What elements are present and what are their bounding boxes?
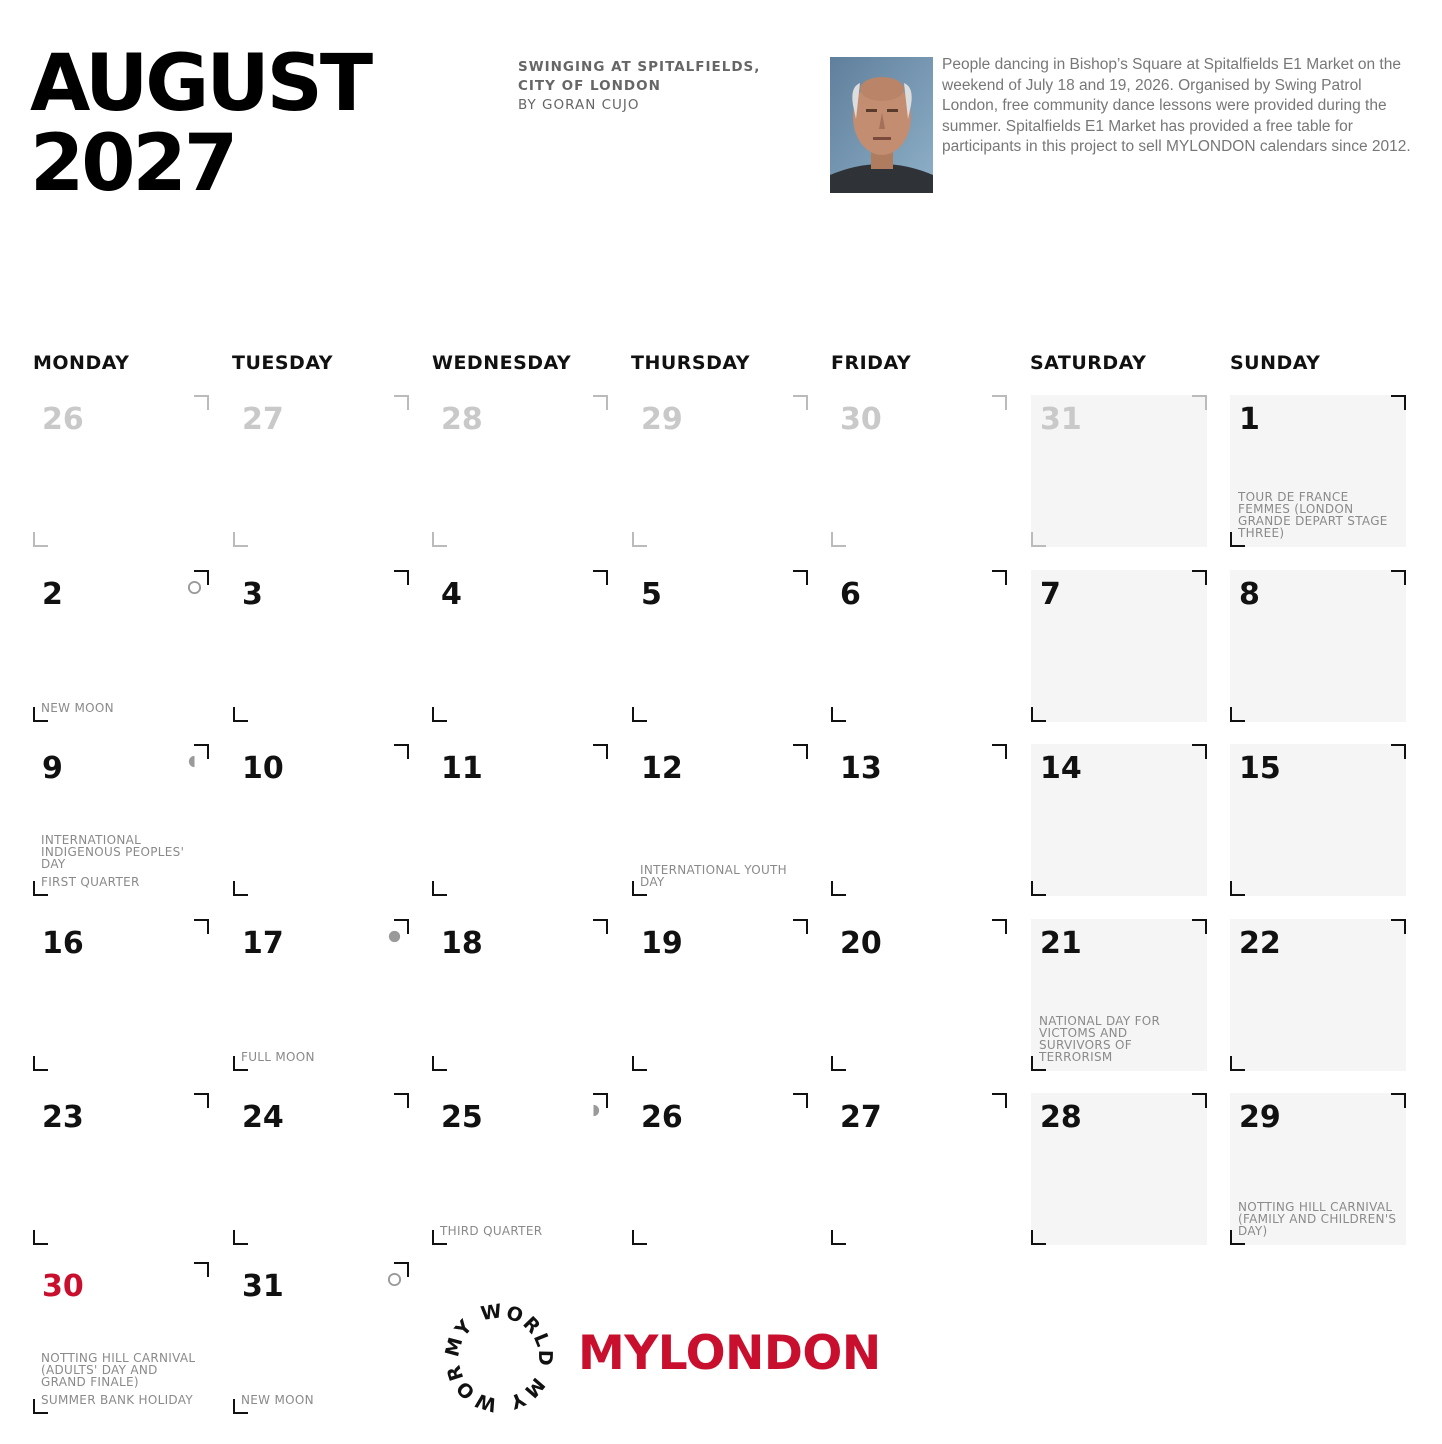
- day-number: 4: [441, 577, 462, 612]
- corner-mark-bottom-left: [33, 1230, 48, 1245]
- photo-caption: [518, 58, 760, 115]
- event-label: INTERNATIONAL YOUTH DAY: [640, 863, 787, 889]
- calendar-day-cell[interactable]: [1230, 1093, 1406, 1245]
- event-label: NEW MOON: [41, 701, 114, 715]
- event-label: NEW MOON: [241, 1393, 314, 1407]
- event-list: [41, 1352, 205, 1406]
- corner-mark-top-right: [793, 919, 808, 934]
- corner-mark-bottom-left: [1031, 1230, 1046, 1245]
- corner-mark-bottom-left: [1230, 707, 1245, 722]
- event-list: [440, 1225, 604, 1237]
- day-number: 30: [42, 1269, 84, 1304]
- corner-mark-bottom-left: [33, 1056, 48, 1071]
- month-title: AUGUST: [30, 39, 371, 129]
- corner-mark-bottom-left: [831, 707, 846, 722]
- corner-mark-bottom-left: [632, 532, 647, 547]
- corner-mark-top-right: [394, 1093, 409, 1108]
- first-quarter-moon-icon: [187, 754, 202, 769]
- weekday-friday: FRIDAY: [831, 352, 912, 374]
- badge-text: Y WORLD MY WOR: [444, 1303, 554, 1413]
- day-number: 27: [242, 402, 284, 437]
- weekday-tuesday: TUESDAY: [232, 352, 333, 374]
- day-number: 10: [242, 751, 284, 786]
- day-number: 20: [840, 926, 882, 961]
- corner-mark-top-right: [593, 919, 608, 934]
- corner-mark-top-right: [793, 395, 808, 410]
- corner-mark-bottom-left: [1230, 881, 1245, 896]
- event-label: FULL MOON: [241, 1050, 315, 1064]
- day-number: 15: [1239, 751, 1281, 786]
- calendar-day-cell[interactable]: [1230, 570, 1406, 722]
- corner-mark-top-right: [1391, 1093, 1406, 1108]
- corner-mark-bottom-left: [1031, 532, 1046, 547]
- corner-mark-bottom-left: [1031, 881, 1046, 896]
- day-number: 21: [1040, 926, 1082, 961]
- day-number: 25: [441, 1100, 483, 1135]
- corner-mark-top-right: [793, 1093, 808, 1108]
- day-number: 22: [1239, 926, 1281, 961]
- day-number: 26: [42, 402, 84, 437]
- my-world-badge-logo: [444, 1303, 554, 1413]
- corner-mark-top-right: [394, 395, 409, 410]
- calendar-day-cell[interactable]: [233, 919, 409, 1071]
- corner-mark-top-right: [1192, 570, 1207, 585]
- calendar-day-cell[interactable]: [1031, 1093, 1207, 1245]
- calendar-day-cell[interactable]: [632, 919, 808, 1071]
- corner-mark-bottom-left: [632, 1056, 647, 1071]
- corner-mark-top-right: [194, 1093, 209, 1108]
- calendar-day-cell[interactable]: [632, 1093, 808, 1245]
- calendar-day-cell[interactable]: [432, 1093, 608, 1245]
- day-number: 8: [1239, 577, 1260, 612]
- event-label: NOTTING HILL CARNIVAL (FAMILY AND CHILDREN'S DAY): [1238, 1200, 1397, 1238]
- calendar-day-cell[interactable]: [831, 570, 1007, 722]
- event-label: TOUR DE FRANCE FEMMES (LONDON GRANDE DEPART STAGE THREE): [1238, 490, 1388, 540]
- day-number: 26: [641, 1100, 683, 1135]
- day-number: 23: [42, 1100, 84, 1135]
- calendar-day-cell[interactable]: [632, 744, 808, 896]
- day-number: 14: [1040, 751, 1082, 786]
- day-number: 24: [242, 1100, 284, 1135]
- day-number: 11: [441, 751, 483, 786]
- calendar-day-cell[interactable]: [632, 395, 808, 547]
- calendar-day-cell[interactable]: [432, 395, 608, 547]
- corner-mark-top-right: [992, 744, 1007, 759]
- corner-mark-top-right: [194, 1262, 209, 1277]
- corner-mark-top-right: [593, 744, 608, 759]
- weekday-saturday: SATURDAY: [1030, 352, 1147, 374]
- corner-mark-top-right: [992, 919, 1007, 934]
- corner-mark-bottom-left: [432, 1056, 447, 1071]
- day-number: 29: [1239, 1100, 1281, 1135]
- corner-mark-bottom-left: [1230, 1056, 1245, 1071]
- photographer-portrait: [830, 57, 933, 193]
- event-list: [41, 834, 205, 888]
- corner-mark-bottom-left: [432, 707, 447, 722]
- photo-description: People dancing in Bishop’s Square at Spitalfields E1 Market on the weekend of July 18 and 19, 2026. Organised by Swing Patrol London, free community dance lessons were provided during the summer. Spitalfields E1 Market has provided a free table for participants in this project to sell MYLONDON calendars since 2012.: [942, 56, 1411, 155]
- corner-mark-top-right: [793, 570, 808, 585]
- corner-mark-bottom-left: [432, 881, 447, 896]
- corner-mark-bottom-left: [233, 707, 248, 722]
- calendar-day-cell[interactable]: [233, 1262, 409, 1414]
- corner-mark-top-right: [992, 1093, 1007, 1108]
- corner-mark-top-right: [1192, 919, 1207, 934]
- event-list: [41, 702, 205, 714]
- new-moon-icon: [387, 1272, 402, 1287]
- caption-location: CITY OF LONDON: [518, 78, 661, 94]
- calendar-day-cell[interactable]: [33, 1093, 209, 1245]
- day-number: 6: [840, 577, 861, 612]
- calendar-day-cell[interactable]: [1031, 570, 1207, 722]
- calendar-day-cell[interactable]: [831, 1093, 1007, 1245]
- corner-mark-bottom-left: [831, 532, 846, 547]
- corner-mark-bottom-left: [233, 532, 248, 547]
- event-label: THIRD QUARTER: [440, 1224, 543, 1238]
- day-number: 12: [641, 751, 683, 786]
- calendar-day-cell[interactable]: [1031, 919, 1207, 1071]
- event-label: FIRST QUARTER: [41, 875, 140, 889]
- event-list: [241, 1394, 405, 1406]
- corner-mark-bottom-left: [1031, 707, 1046, 722]
- day-number: 16: [42, 926, 84, 961]
- day-number: 5: [641, 577, 662, 612]
- corner-mark-top-right: [593, 395, 608, 410]
- day-number: 28: [1040, 1100, 1082, 1135]
- day-number: 17: [242, 926, 284, 961]
- corner-mark-bottom-left: [831, 1230, 846, 1245]
- day-number: 13: [840, 751, 882, 786]
- svg-text:MY WORLD MY WORLD: [444, 1303, 554, 1413]
- day-number: 29: [641, 402, 683, 437]
- corner-mark-bottom-left: [33, 532, 48, 547]
- event-list: [1039, 1015, 1203, 1063]
- corner-mark-top-right: [194, 919, 209, 934]
- corner-mark-top-right: [1391, 570, 1406, 585]
- calendar-day-cell[interactable]: [33, 919, 209, 1071]
- calendar-day-cell[interactable]: [1230, 395, 1406, 547]
- corner-mark-bottom-left: [233, 881, 248, 896]
- event-list: [1238, 491, 1402, 539]
- calendar-day-cell[interactable]: [233, 744, 409, 896]
- day-number: 7: [1040, 577, 1061, 612]
- corner-mark-bottom-left: [233, 1230, 248, 1245]
- calendar-day-cell[interactable]: [1230, 919, 1406, 1071]
- third-quarter-moon-icon: [586, 1103, 601, 1118]
- month-year-title: [30, 39, 371, 209]
- corner-mark-top-right: [1391, 744, 1406, 759]
- corner-mark-top-right: [1192, 1093, 1207, 1108]
- caption-credit: BY GORAN CUJO: [518, 97, 640, 113]
- corner-mark-top-right: [1192, 744, 1207, 759]
- calendar-day-cell[interactable]: [831, 395, 1007, 547]
- calendar-day-cell[interactable]: [831, 744, 1007, 896]
- day-number: 19: [641, 926, 683, 961]
- event-list: [1238, 1201, 1402, 1237]
- corner-mark-top-right: [194, 395, 209, 410]
- corner-mark-top-right: [1391, 395, 1406, 410]
- event-list: [241, 1051, 405, 1063]
- day-number: 27: [840, 1100, 882, 1135]
- calendar-day-cell[interactable]: [233, 1093, 409, 1245]
- calendar-day-cell[interactable]: [432, 570, 608, 722]
- event-label: INTERNATIONAL INDIGENOUS PEOPLES' DAY: [41, 833, 185, 871]
- event-label: NATIONAL DAY FOR VICTOMS AND SURVIVORS OF TERRORISM: [1039, 1014, 1161, 1064]
- corner-mark-bottom-left: [632, 707, 647, 722]
- caption-title: SWINGING AT SPITALFIELDS,: [518, 59, 761, 75]
- calendar-day-cell[interactable]: [831, 919, 1007, 1071]
- event-label: NOTTING HILL CARNIVAL (ADULTS' DAY AND GRAND FINALE): [41, 1351, 196, 1389]
- calendar-day-cell[interactable]: [432, 744, 608, 896]
- corner-mark-top-right: [1391, 919, 1406, 934]
- corner-mark-top-right: [394, 744, 409, 759]
- corner-mark-top-right: [992, 395, 1007, 410]
- day-number: 3: [242, 577, 263, 612]
- day-number: 31: [242, 1269, 284, 1304]
- calendar-day-cell[interactable]: [632, 570, 808, 722]
- day-number: 18: [441, 926, 483, 961]
- calendar-day-cell[interactable]: [33, 570, 209, 722]
- corner-mark-bottom-left: [831, 881, 846, 896]
- day-number: 2: [42, 577, 63, 612]
- calendar-day-cell[interactable]: [33, 395, 209, 547]
- corner-mark-top-right: [593, 570, 608, 585]
- calendar-day-cell[interactable]: [1031, 395, 1207, 547]
- corner-mark-bottom-left: [831, 1056, 846, 1071]
- weekday-monday: MONDAY: [33, 352, 130, 374]
- mylondon-logo-text: MYLONDON: [578, 1326, 881, 1381]
- calendar-day-cell[interactable]: [33, 744, 209, 896]
- calendar-day-cell[interactable]: [33, 1262, 209, 1414]
- weekday-thursday: THURSDAY: [631, 352, 751, 374]
- calendar-day-cell[interactable]: [233, 395, 409, 547]
- day-number: 9: [42, 751, 63, 786]
- event-label: SUMMER BANK HOLIDAY: [41, 1393, 193, 1407]
- corner-mark-top-right: [992, 570, 1007, 585]
- weekday-sunday: SUNDAY: [1230, 352, 1321, 374]
- year-title: 2027: [30, 119, 236, 209]
- day-number: 28: [441, 402, 483, 437]
- calendar-day-cell[interactable]: [1230, 744, 1406, 896]
- corner-mark-top-right: [1192, 395, 1207, 410]
- new-moon-icon: [187, 580, 202, 595]
- day-number: 1: [1239, 402, 1260, 437]
- full-moon-icon: [387, 929, 402, 944]
- corner-mark-top-right: [394, 570, 409, 585]
- calendar-day-cell[interactable]: [233, 570, 409, 722]
- day-number: 30: [840, 402, 882, 437]
- corner-mark-top-right: [793, 744, 808, 759]
- corner-mark-bottom-left: [632, 1230, 647, 1245]
- weekday-wednesday: WEDNESDAY: [432, 352, 572, 374]
- calendar-day-cell[interactable]: [432, 919, 608, 1071]
- corner-mark-bottom-left: [432, 532, 447, 547]
- calendar-day-cell[interactable]: [1031, 744, 1207, 896]
- event-list: [640, 864, 804, 888]
- day-number: 31: [1040, 402, 1082, 437]
